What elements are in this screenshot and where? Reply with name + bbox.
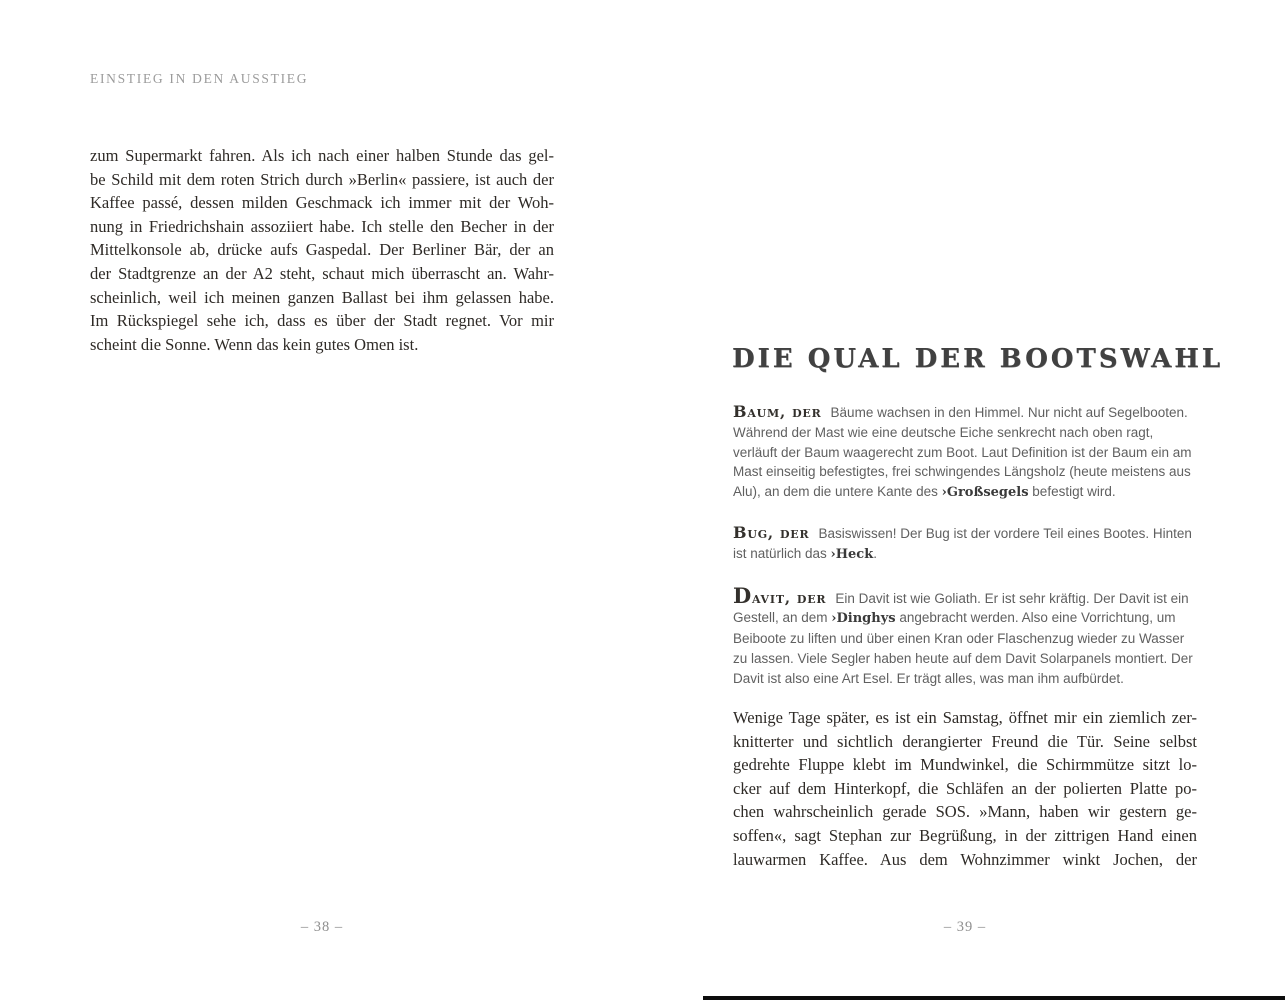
left-page-paragraph xyxy=(90,144,554,356)
text-line: zum Supermarkt fahren. Als ich nach einer halben Stunde das gel- xyxy=(90,146,554,165)
text-line: scheinlich, weil ich meinen ganzen Ballast bei ihm gelassen habe. xyxy=(90,287,554,307)
text-line: cker auf dem Hinterkopf, die Schläfen an der polierten Platte po- xyxy=(733,778,1197,798)
cross-reference: ›Heck xyxy=(830,546,874,562)
glossary-definition-text: Basiswissen! Der Bug ist der vordere Teil eines Bootes. Hinten ist natürlich das xyxy=(733,525,1192,561)
text-line: scheint die Sonne. Wenn das kein gutes Omen ist. xyxy=(90,334,419,354)
glossary-entry xyxy=(733,402,1199,503)
left-page-number: – 38 – xyxy=(300,919,344,935)
text-line: Mittelkonsole ab, drücke aufs Gaspedal. Der Berliner Bär, der an xyxy=(90,240,554,260)
glossary-definition-text: . xyxy=(873,545,877,561)
text-line: knitterter und sichtlich derangierter Freund die Tür. Seine selbst xyxy=(733,731,1197,751)
glossary-term-initial: B xyxy=(733,522,748,542)
text-line: be Schild mit dem roten Strich durch »Berlin« passiere, ist auch der xyxy=(90,169,554,189)
glossary-entry xyxy=(733,523,1199,565)
page-edge-shadow xyxy=(703,996,1285,1000)
cross-reference: ›Großsegels xyxy=(941,485,1029,501)
glossary-entry xyxy=(733,582,1199,689)
text-line: chen wahrscheinlich gerade SOS. »Mann, haben wir gestern ge- xyxy=(733,802,1197,822)
text-line: Im Rückspiegel sehe ich, dass es über der Stadt regnet. Vor mir xyxy=(90,311,554,331)
glossary-definition-text: Ein Davit ist wie Goliath. Er ist sehr kräftig. Der Davit ist ein Gestell, an dem xyxy=(733,590,1189,626)
text-line: der Stadtgrenze an der A2 steht, schaut mich überrascht an. Wahr- xyxy=(90,263,554,283)
glossary-term-initial: D xyxy=(733,582,753,608)
glossary-term: Davit, der xyxy=(733,582,827,608)
glossary-definition-text: Bäume wachsen in den Himmel. Nur nicht auf Segelbooten. Während der Mast wie eine deutsche Eiche senkrecht nach oben ragt, verläuft der Baum waagerecht zum Boot. Laut Definition ist der Baum ein am Mast einseitig befestigtes, frei schwingendes Längsholz (heute meistens aus Alu), an dem die untere Kante des xyxy=(733,405,1192,500)
text-line: Kaffee passé, dessen milden Geschmack ich immer mit der Woh- xyxy=(90,193,554,213)
right-page-paragraph xyxy=(733,706,1197,871)
running-header: EINSTIEG IN DEN AUSSTIEG xyxy=(90,71,309,86)
glossary-term-initial: B xyxy=(733,402,748,421)
text-line: Wenige Tage später, es ist ein Samstag, öffnet mir ein ziemlich zer- xyxy=(733,708,1197,727)
glossary xyxy=(733,402,1199,709)
glossary-definition-text: befestigt wird. xyxy=(1028,484,1116,500)
text-line: soffen«, sagt Stephan zur Begrüßung, in der zittrigen Hand einen xyxy=(733,825,1197,845)
text-line: gedrehte Fluppe klebt im Mundwinkel, die Schirmmütze sitzt lo- xyxy=(733,755,1197,775)
text-line: lauwarmen Kaffee. Aus dem Wohnzimmer winkt Jochen, der xyxy=(733,849,1197,869)
glossary-term: Baum, der xyxy=(733,402,822,421)
text-line: nung in Friedrichshain assoziiert habe. Ich stelle den Becher in der xyxy=(90,216,554,236)
cross-reference: ›Dinghys xyxy=(831,611,896,627)
chapter-title: DIE QUAL DER BOOTSWAHL xyxy=(732,344,1224,374)
glossary-term: Bug, der xyxy=(733,522,810,542)
glossary-definition-text: angebracht werden. Also eine Vorrichtung, um Beiboote zu liften und über einen Kran oder Flaschenzug wieder zu Wasser zu lassen. Viele Segler haben heute auf dem Davit Solarpanels montiert. Der Davit ist also eine Art Esel. Er trägt alles, was man ihm aufbürdet. xyxy=(733,610,1193,686)
right-page-number: – 39 – xyxy=(943,919,987,935)
